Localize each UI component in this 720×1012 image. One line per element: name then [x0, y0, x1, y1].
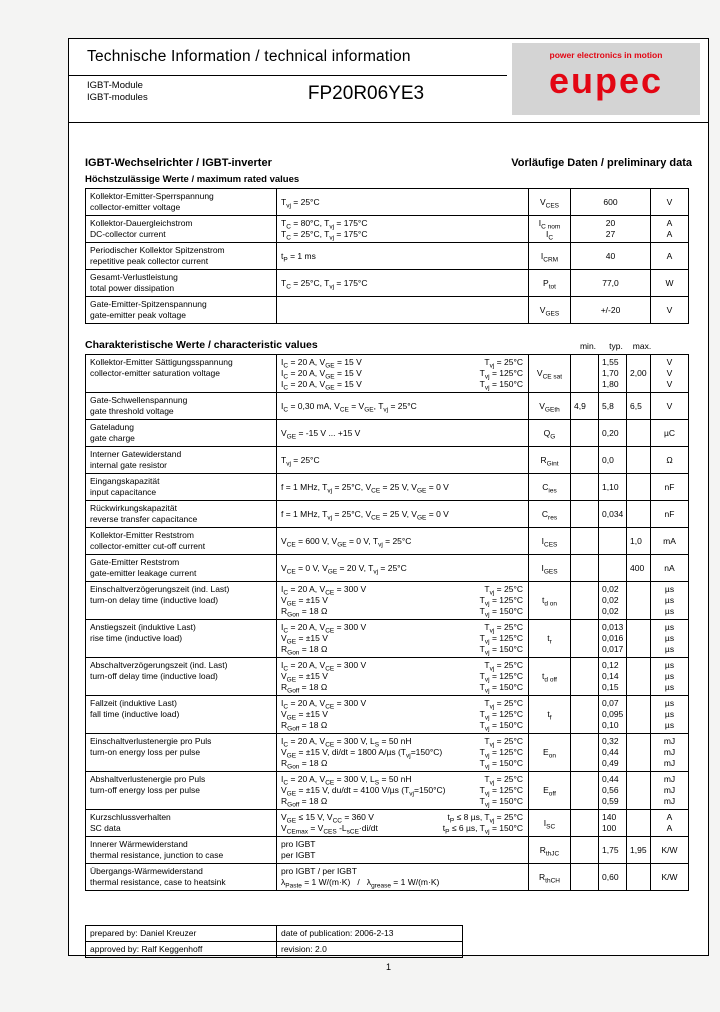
param-conditions	[276, 297, 528, 323]
brand-logo: eupec	[548, 60, 664, 101]
param-symbol: $t_{d on}$	[528, 582, 570, 619]
param-unit: mJ mJ mJ	[650, 734, 688, 771]
param-min	[570, 772, 598, 809]
param-conditions	[276, 696, 528, 733]
param-conditions	[276, 501, 528, 527]
conditions-left: $V_{GE} = -15$ V ... +15 V	[281, 427, 361, 441]
param-symbol: $t_r$	[528, 620, 570, 657]
param-min	[570, 696, 598, 733]
param-unit: A A	[650, 810, 688, 836]
param-symbol: $E_{on}$	[528, 734, 570, 771]
param-min	[570, 620, 598, 657]
param-min	[570, 474, 598, 500]
param-conditions: $t_P = 1$ ms	[276, 243, 528, 269]
param-max	[626, 474, 650, 500]
conditions-right: $T_{vj} = 25^\circ C$ $T_{vj} = 125^\circ C$ $T_{vj} = 150^\circ C$	[479, 736, 523, 771]
param-typ	[598, 555, 626, 581]
conditions-right: $T_{vj} = 25^\circ C$ $T_{vj} = 125^\circ C$ $T_{vj} = 150^\circ C$	[479, 698, 523, 733]
conditions-left: $I_C = 20$ A, $V_{CE} = 300$ V $V_{GE} = \pm 15$ V $R_{Gon} = 18$ Ω	[281, 584, 367, 619]
table-row	[86, 581, 688, 619]
param-name: Fallzeit (induktive Last) fall time (inductive load)	[90, 698, 180, 719]
param-name: Kollektor-Emitter-Sperrspannung collector-emitter voltage	[90, 191, 214, 212]
param-conditions	[276, 772, 528, 809]
param-name: Gate-Emitter Reststrom gate-emitter leakage current	[90, 557, 197, 578]
param-conditions	[276, 355, 528, 392]
table-row	[86, 419, 688, 446]
param-symbol: $E_{off}$	[528, 772, 570, 809]
param-min	[570, 420, 598, 446]
table-row	[86, 619, 688, 657]
param-symbol: $R_{thJC}$	[528, 837, 570, 863]
revision-label: revision: 2.0	[276, 942, 462, 957]
param-unit: V	[650, 297, 688, 323]
param-unit: µs µs µs	[650, 696, 688, 733]
logo-box	[512, 43, 700, 115]
table-row	[86, 695, 688, 733]
param-max	[626, 447, 650, 473]
param-symbol: $I_{C nom}$ $I_C$	[528, 216, 570, 242]
param-conditions	[276, 582, 528, 619]
param-name: Abshaltverlustenergie pro Puls turn-off energy loss per pulse	[90, 774, 206, 795]
param-max	[626, 420, 650, 446]
col-header-typ: typ.	[609, 341, 623, 351]
conditions-left: f = 1 MHz, $T_{vj} = 25^\circ C$, $V_{CE} = 25$ V, $V_{GE} = 0$ V	[281, 481, 449, 495]
param-conditions: $T_{vj} = 25^\circ C$	[276, 189, 528, 215]
param-symbol: $I_{CES}$	[528, 528, 570, 554]
param-conditions	[276, 528, 528, 554]
prepared-by: prepared by: Daniel Kreuzer	[90, 928, 197, 938]
module-type-en: IGBT-modules	[87, 92, 148, 103]
param-unit: µs µs µs	[650, 620, 688, 657]
param-typ: 5,8	[598, 393, 626, 419]
section-title: IGBT-Wechselrichter / IGBT-inverter	[85, 157, 272, 169]
conditions-left: $V_{CE} = 600$ V, $V_{GE} = 0$ V, $T_{vj} = 25^\circ C$	[281, 535, 412, 549]
param-value: 20 27	[570, 216, 650, 242]
char-values-title: Charakteristische Werte / characteristic values	[85, 339, 318, 351]
param-max	[626, 810, 650, 836]
table-row	[86, 500, 688, 527]
param-typ: 0,013 0,016 0,017	[598, 620, 626, 657]
param-typ: 0,20	[598, 420, 626, 446]
module-type-de: IGBT-Module	[87, 80, 143, 91]
param-typ: 0,0	[598, 447, 626, 473]
param-unit: nA	[650, 555, 688, 581]
param-name: Gesamt-Verlustleistung total power dissipation	[90, 272, 178, 293]
param-value: 600	[570, 189, 650, 215]
param-name: Anstiegszeit (induktive Last) rise time (inductive load)	[90, 622, 196, 643]
param-unit: K/W	[650, 837, 688, 863]
table-row	[86, 926, 462, 941]
param-symbol: $I_{GES}$	[528, 555, 570, 581]
param-conditions	[276, 447, 528, 473]
param-min	[570, 734, 598, 771]
table-row	[86, 446, 688, 473]
param-min	[570, 555, 598, 581]
param-name: Kollektor-Emitter Sättigungsspannung collector-emitter saturation voltage	[90, 357, 233, 378]
param-conditions	[276, 734, 528, 771]
page-number: 1	[385, 962, 391, 972]
param-typ: 0,60	[598, 864, 626, 890]
param-symbol: $V_{GES}$	[528, 297, 570, 323]
param-min	[570, 355, 598, 392]
table-row	[86, 863, 688, 890]
param-symbol: $V_{GEth}$	[528, 393, 570, 419]
conditions-right: $T_{vj} = 25^\circ C$ $T_{vj} = 125^\circ C$ $T_{vj} = 150^\circ C$	[479, 660, 523, 695]
param-value: +/-20	[570, 297, 650, 323]
param-min	[570, 582, 598, 619]
table-row	[86, 733, 688, 771]
param-max	[626, 658, 650, 695]
param-min	[570, 447, 598, 473]
param-name: Gate-Emitter-Spitzenspannung gate-emitter peak voltage	[90, 299, 207, 320]
param-conditions	[276, 393, 528, 419]
param-symbol: $Q_G$	[528, 420, 570, 446]
logo-tagline: power electronics in motion	[549, 50, 663, 60]
table-row	[86, 527, 688, 554]
param-typ: 0,44 0,56 0,59	[598, 772, 626, 809]
param-min: 4,9	[570, 393, 598, 419]
param-name: Rückwirkungskapazität reverse transfer capacitance	[90, 503, 198, 524]
param-name: Kurzschlussverhalten SC data	[90, 812, 171, 833]
param-name: Einschaltverzögerungszeit (ind. Last) turn-on delay time (inductive load)	[90, 584, 230, 605]
conditions-left: $V_{CE} = 0$ V, $V_{GE} = 20$ V, $T_{vj} = 25^\circ C$	[281, 562, 407, 576]
param-conditions	[276, 555, 528, 581]
publication-date: date of publication: 2006-2-13	[276, 926, 462, 941]
param-typ: 1,75	[598, 837, 626, 863]
col-header-max: max.	[632, 341, 652, 351]
param-max	[626, 864, 650, 890]
conditions-left: $V_{GE} \le 15$ V, $V_{CC} = 360$ V $V_{CEmax} = V_{CES}$ $-L_{sCE}\cdot di/dt$	[281, 812, 378, 836]
param-max	[626, 772, 650, 809]
conditions-left: $I_C = 20$ A, $V_{CE} = 300$ V $V_{GE} = \pm 15$ V $R_{Gon} = 18$ Ω	[281, 622, 367, 657]
param-typ: 0,32 0,44 0,49	[598, 734, 626, 771]
param-symbol: $V_{CES}$	[528, 189, 570, 215]
param-unit: µs µs µs	[650, 658, 688, 695]
param-typ: 140 100	[598, 810, 626, 836]
param-unit: V	[650, 189, 688, 215]
module-type	[87, 80, 148, 104]
conditions-left: $I_C = 20$ A, $V_{CE} = 300$ V $V_{GE} = \pm 15$ V $R_{Goff} = 18$ Ω	[281, 660, 367, 695]
param-value: 77,0	[570, 270, 650, 296]
approval-table	[85, 925, 463, 958]
table-row	[86, 392, 688, 419]
conditions-right: $T_{vj} = 25^\circ C$ $T_{vj} = 125^\circ C$ $T_{vj} = 150^\circ C$	[479, 622, 523, 657]
content-area	[69, 157, 708, 958]
param-max: 1,0	[626, 528, 650, 554]
param-conditions	[276, 420, 528, 446]
param-symbol: $R_{Gint}$	[528, 447, 570, 473]
param-value: 40	[570, 243, 650, 269]
page-title: Technische Information / technical information	[87, 48, 411, 65]
param-conditions	[276, 864, 528, 890]
table-row	[86, 355, 688, 392]
param-name: Übergangs-Wärmewiderstand thermal resistance, case to heatsink	[90, 866, 226, 887]
table-row	[86, 809, 688, 836]
conditions-left: $I_C = 0,30$ mA, $V_{CE} = V_{GE}$, $T_{vj} = 25^\circ C$	[281, 400, 417, 414]
param-conditions	[276, 474, 528, 500]
param-min	[570, 864, 598, 890]
param-typ: 1,55 1,70 1,80	[598, 355, 626, 392]
max-values-title: Höchstzulässige Werte / maximum rated values	[85, 174, 300, 185]
param-unit: V V V	[650, 355, 688, 392]
param-unit: nF	[650, 501, 688, 527]
param-name: Interner Gatewiderstand internal gate resistor	[90, 449, 182, 470]
param-symbol: $I_{CRM}$	[528, 243, 570, 269]
table-row	[86, 473, 688, 500]
param-max: 400	[626, 555, 650, 581]
param-conditions	[276, 620, 528, 657]
param-typ	[598, 528, 626, 554]
max-values-table	[85, 188, 689, 324]
param-unit: W	[650, 270, 688, 296]
header-divider	[69, 75, 507, 76]
param-max	[626, 734, 650, 771]
table-row	[86, 554, 688, 581]
conditions-left: pro IGBT per IGBT	[281, 839, 316, 860]
table-row	[86, 189, 688, 215]
param-max: 2,00	[626, 355, 650, 392]
conditions-left: $T_{vj} = 25^\circ C$	[281, 454, 320, 468]
param-symbol: $I_{SC}$	[528, 810, 570, 836]
param-min	[570, 837, 598, 863]
param-unit: µC	[650, 420, 688, 446]
param-unit: A	[650, 243, 688, 269]
approved-by: approved by: Ralf Keggenhoff	[90, 944, 203, 954]
param-unit: µs µs µs	[650, 582, 688, 619]
table-row	[86, 941, 462, 957]
char-values-header	[85, 339, 692, 351]
param-typ: 0,02 0,02 0,02	[598, 582, 626, 619]
param-symbol: $V_{CE sat}$	[528, 355, 570, 392]
param-min	[570, 810, 598, 836]
datasheet-page	[68, 38, 709, 956]
conditions-left: $I_C = 20$ A, $V_{CE} = 300$ V, $L_S = 50$ nH $V_{GE} = \pm 15$ V, du/dt = 4100 V/µs $(T_{vj}=150^\circ C)$ $R_{Goff} = 18$ Ω	[281, 774, 446, 809]
param-max	[626, 582, 650, 619]
header	[69, 39, 708, 123]
param-symbol: $t_{d off}$	[528, 658, 570, 695]
table-row	[86, 215, 688, 242]
param-unit: nF	[650, 474, 688, 500]
param-name: Kollektor-Emitter Reststrom collector-emitter cut-off current	[90, 530, 206, 551]
param-symbol: $C_{res}$	[528, 501, 570, 527]
param-unit: mA	[650, 528, 688, 554]
param-symbol: $R_{thCH}$	[528, 864, 570, 890]
param-max	[626, 620, 650, 657]
conditions-left: $I_C = 20$ A, $V_{CE} = 300$ V, $L_S = 50$ nH $V_{GE} = \pm 15$ V, di/dt = 1800 A/µs $(T_{vj}=150^\circ C)$ $R_{Gon} = 18$ Ω	[281, 736, 443, 771]
param-name: Periodischer Kollektor Spitzenstrom repetitive peak collector current	[90, 245, 225, 266]
table-row	[86, 242, 688, 269]
param-max: 6,5	[626, 393, 650, 419]
param-name: Innerer Wärmewiderstand thermal resistance, junction to case	[90, 839, 224, 860]
param-name: Einschaltverlustenergie pro Puls turn-on energy loss per pulse	[90, 736, 212, 757]
param-conditions	[276, 837, 528, 863]
preliminary-data-label: Vorläufige Daten / preliminary data	[511, 157, 692, 169]
table-row	[86, 771, 688, 809]
param-name: Abschaltverzögerungszeit (ind. Last) turn-off delay time (inductive load)	[90, 660, 228, 681]
part-number: FP20R06YE3	[307, 83, 425, 104]
param-unit: V	[650, 393, 688, 419]
param-typ: 0,07 0,095 0,10	[598, 696, 626, 733]
conditions-right: $T_{vj} = 25^\circ C$ $T_{vj} = 125^\circ C$ $T_{vj} = 150^\circ C$	[479, 774, 523, 809]
char-values-table	[85, 354, 689, 891]
param-symbol: $P_{tot}$	[528, 270, 570, 296]
param-min	[570, 658, 598, 695]
param-typ: 0,12 0,14 0,15	[598, 658, 626, 695]
conditions-right: $T_{vj} = 25^\circ C$ $T_{vj} = 125^\circ C$ $T_{vj} = 150^\circ C$	[479, 584, 523, 619]
param-name: Gate-Schwellenspannung gate threshold voltage	[90, 395, 188, 416]
conditions-right: $T_{vj} = 25^\circ C$ $T_{vj} = 125^\circ C$ $T_{vj} = 150^\circ C$	[479, 357, 523, 392]
table-row	[86, 657, 688, 695]
param-name: Kollektor-Dauergleichstrom DC-collector current	[90, 218, 193, 239]
conditions-left: $I_C = 20$ A, $V_{GE} = 15$ V $I_C = 20$ A, $V_{GE} = 15$ V $I_C = 20$ A, $V_{GE} = 15$ V	[281, 357, 362, 392]
param-max	[626, 501, 650, 527]
param-conditions	[276, 658, 528, 695]
param-min	[570, 528, 598, 554]
param-unit: Ω	[650, 447, 688, 473]
param-conditions: $T_C = 25^\circ C$, $T_{vj} = 175^\circ C$	[276, 270, 528, 296]
param-typ: 0,034	[598, 501, 626, 527]
section-header	[85, 157, 692, 169]
param-max	[626, 696, 650, 733]
param-min	[570, 501, 598, 527]
param-name: Gateladung gate charge	[90, 422, 135, 443]
conditions-left: pro IGBT / per IGBT $\lambda_{Paste} = 1$ $W/(m\cdot K) / \lambda_{grease} = 1$ W/(m·K)	[281, 866, 440, 890]
table-row	[86, 836, 688, 863]
col-header-min: min.	[579, 341, 597, 351]
param-unit: A A	[650, 216, 688, 242]
param-conditions: $T_C = 80^\circ C$, $T_{vj} = 175^\circ C$ $T_C = 25^\circ C$, $T_{vj} = 175^\circ C$	[276, 216, 528, 242]
conditions-left: f = 1 MHz, $T_{vj} = 25^\circ C$, $V_{CE} = 25$ V, $V_{GE} = 0$ V	[281, 508, 449, 522]
param-symbol: $C_{ies}$	[528, 474, 570, 500]
table-row	[86, 296, 688, 323]
conditions-right: $t_P \le 8$ µs, $T_{vj} = 25^\circ C$ $t_P \le 6$ µs, $T_{vj} = 150^\circ C$	[442, 812, 523, 836]
param-typ: 1,10	[598, 474, 626, 500]
param-name: Eingangskapazität input capacitance	[90, 476, 160, 497]
table-row	[86, 269, 688, 296]
param-symbol: $t_f$	[528, 696, 570, 733]
param-unit: mJ mJ mJ	[650, 772, 688, 809]
param-unit: K/W	[650, 864, 688, 890]
param-conditions	[276, 810, 528, 836]
param-max: 1,95	[626, 837, 650, 863]
conditions-left: $I_C = 20$ A, $V_{CE} = 300$ V $V_{GE} = \pm 15$ V $R_{Goff} = 18$ Ω	[281, 698, 367, 733]
